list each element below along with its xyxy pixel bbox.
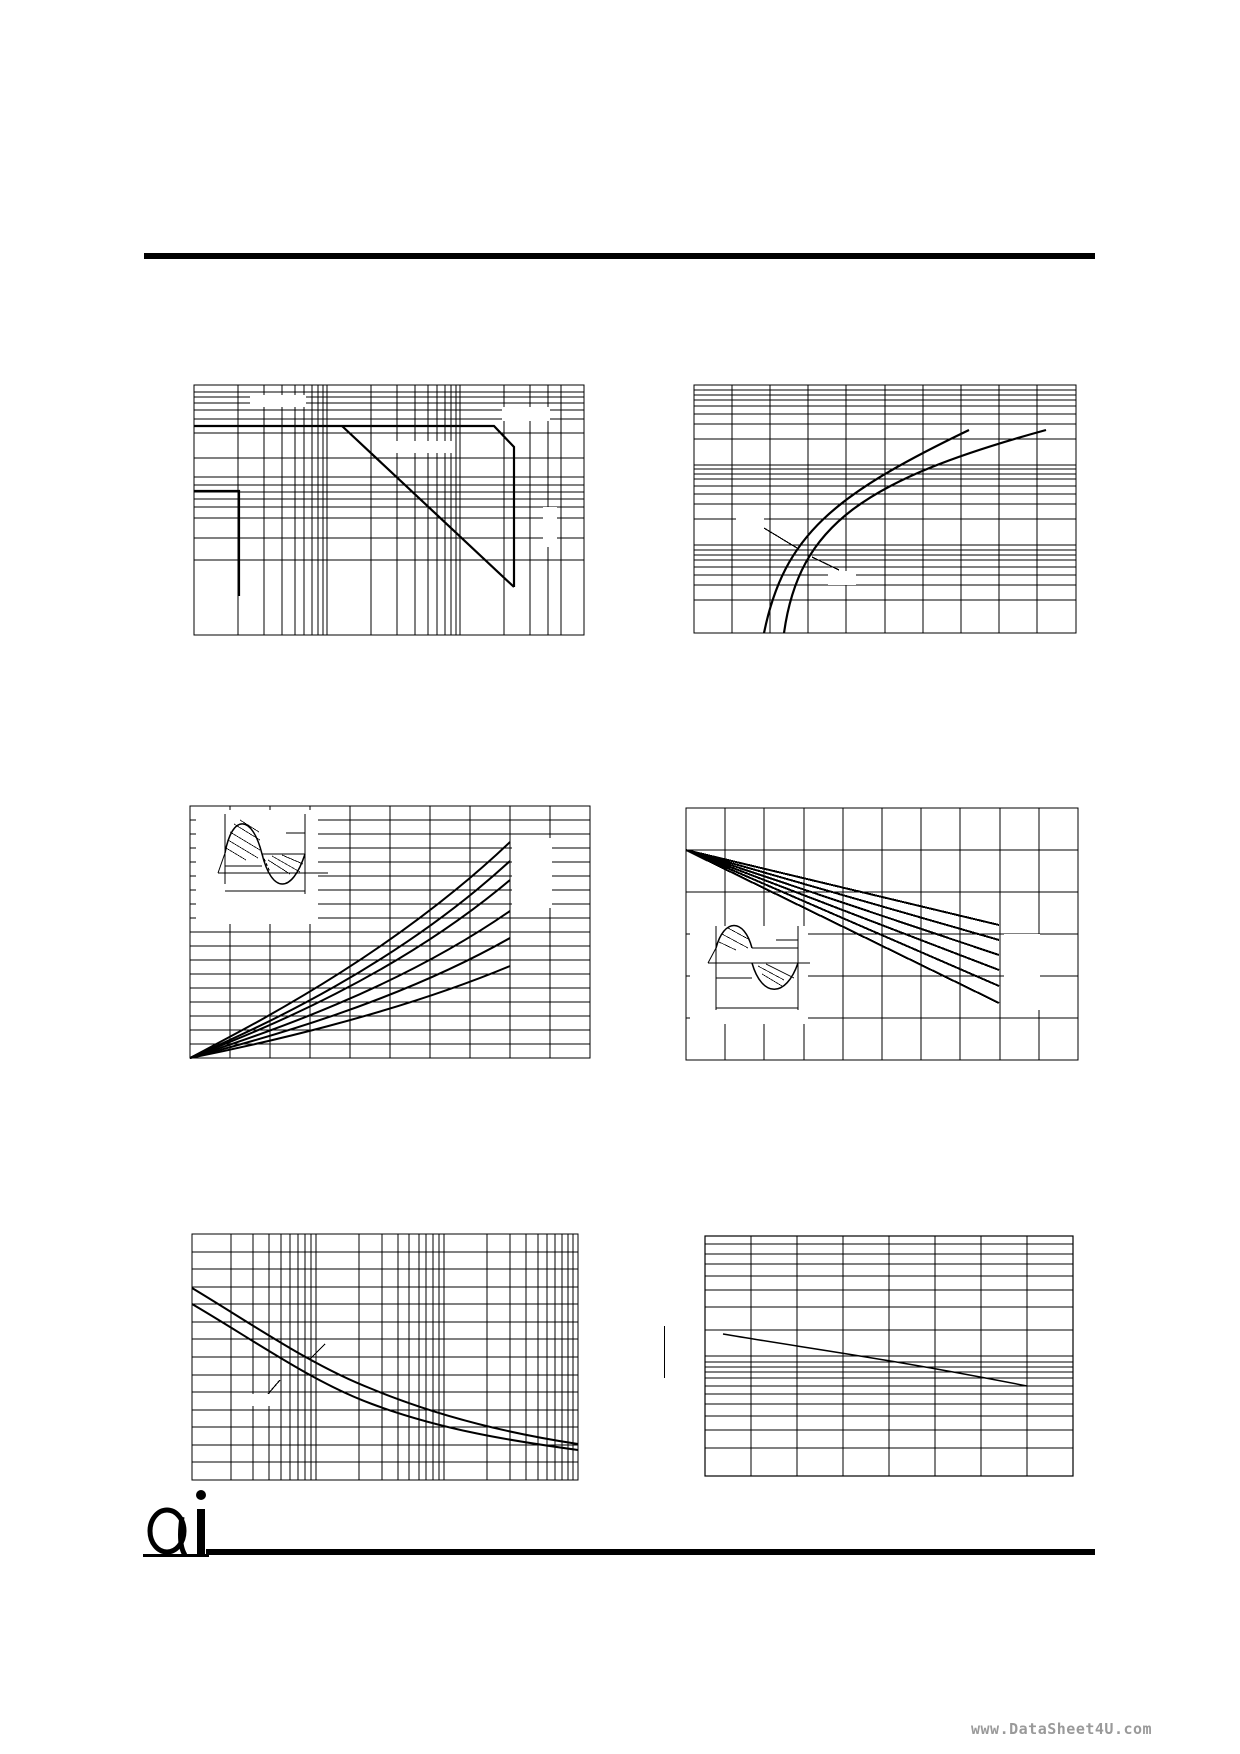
axis-marker bbox=[664, 1326, 665, 1378]
header-rule bbox=[144, 253, 1095, 259]
chart-6 bbox=[705, 1236, 1073, 1476]
chart-2 bbox=[694, 385, 1076, 633]
footer-rule bbox=[206, 1549, 1095, 1555]
watermark-text: www.DataSheet4U.com bbox=[971, 1720, 1153, 1738]
chart-4 bbox=[686, 808, 1078, 1060]
chart-3 bbox=[190, 806, 590, 1058]
chart-5 bbox=[192, 1234, 578, 1480]
company-logo bbox=[143, 1485, 209, 1557]
chart-1 bbox=[194, 385, 584, 635]
